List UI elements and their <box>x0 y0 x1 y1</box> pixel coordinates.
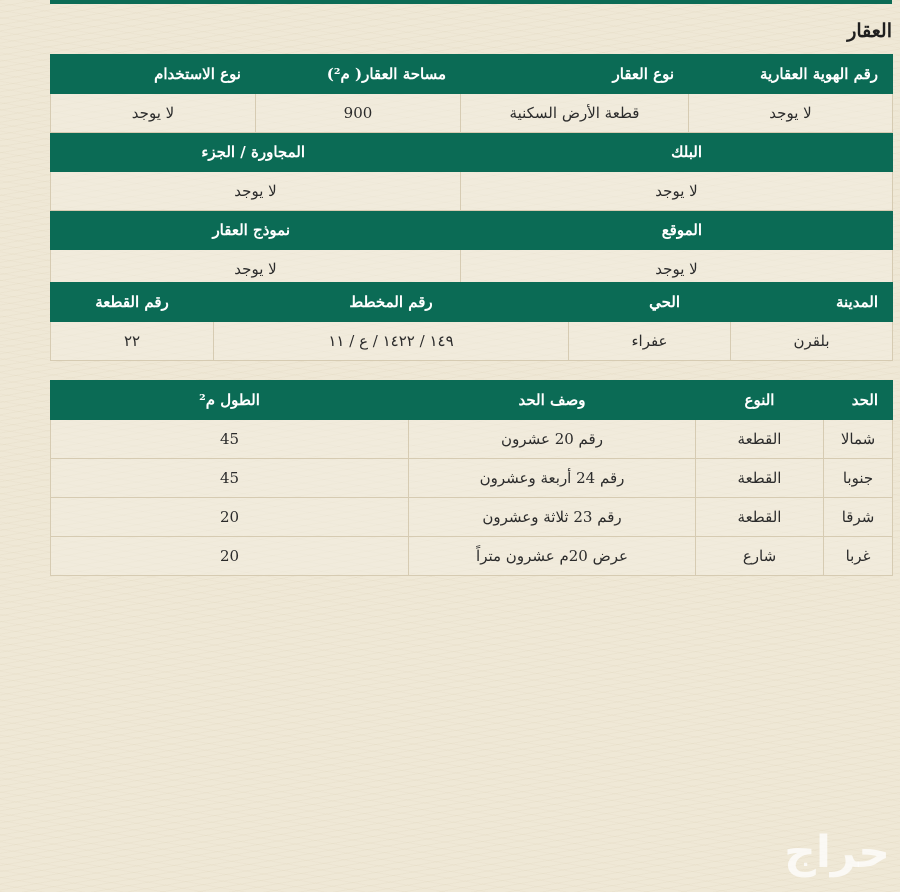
property-table <box>50 54 893 289</box>
value-location: لا يوجد <box>461 250 893 289</box>
value-property-model: لا يوجد <box>51 250 461 289</box>
property-header-row-2 <box>51 133 893 172</box>
bounds-table <box>50 380 893 576</box>
header-bound-length: الطول م² <box>51 381 409 420</box>
property-value-row-1 <box>51 94 893 133</box>
location-header-row <box>51 283 893 322</box>
bound-description: عرض 20م عشرون متراً <box>409 537 696 576</box>
header-bound: الحد <box>824 381 893 420</box>
watermark-logo: حراج <box>784 827 890 878</box>
header-city: المدينة <box>731 283 893 322</box>
bound-description: رقم 24 أربعة وعشرون <box>409 459 696 498</box>
bound-length: 45 <box>51 420 409 459</box>
bound-length: 45 <box>51 459 409 498</box>
value-usage-type: لا يوجد <box>51 94 256 133</box>
header-plan-number: رقم المخطط <box>214 283 569 322</box>
header-plot-number: رقم القطعة <box>51 283 214 322</box>
bound-direction: شرقا <box>824 498 893 537</box>
header-property-area: مساحة العقار( م²) <box>256 55 461 94</box>
value-plan-number: ١٤٩ / ١٤٢٢ / ع / ١١ <box>214 322 569 361</box>
header-district: الحي <box>569 283 731 322</box>
top-bar <box>50 0 892 4</box>
bound-direction: شمالا <box>824 420 893 459</box>
header-property-model: نموذج العقار <box>51 211 461 250</box>
header-bound-description: وصف الحد <box>409 381 696 420</box>
property-value-row-2 <box>51 172 893 211</box>
bound-type: القطعة <box>696 498 824 537</box>
header-usage-type: نوع الاستخدام <box>51 55 256 94</box>
header-property-type: نوع العقار <box>461 55 689 94</box>
location-table <box>50 282 893 361</box>
bound-type: شارع <box>696 537 824 576</box>
property-header-row-3 <box>51 211 893 250</box>
table-row <box>51 498 893 537</box>
value-plot-number: ٢٢ <box>51 322 214 361</box>
value-block: لا يوجد <box>461 172 893 211</box>
value-neighborhood-part: لا يوجد <box>51 172 461 211</box>
bounds-header-row <box>51 381 893 420</box>
value-district: عفراء <box>569 322 731 361</box>
value-property-id: لا يوجد <box>689 94 893 133</box>
location-value-row <box>51 322 893 361</box>
value-property-type: قطعة الأرض السكنية <box>461 94 689 133</box>
value-city: بلقرن <box>731 322 893 361</box>
table-row <box>51 537 893 576</box>
bound-length: 20 <box>51 498 409 537</box>
bound-direction: غربا <box>824 537 893 576</box>
header-block: البلك <box>461 133 893 172</box>
value-property-area: 900 <box>256 94 461 133</box>
header-bound-type: النوع <box>696 381 824 420</box>
table-row <box>51 459 893 498</box>
bound-type: القطعة <box>696 459 824 498</box>
bound-direction: جنوبا <box>824 459 893 498</box>
bound-description: رقم 20 عشرون <box>409 420 696 459</box>
table-row <box>51 420 893 459</box>
section-title: العقار <box>847 20 892 42</box>
property-header-row-1 <box>51 55 893 94</box>
header-property-id: رقم الهوية العقارية <box>689 55 893 94</box>
bound-length: 20 <box>51 537 409 576</box>
header-location: الموقع <box>461 211 893 250</box>
bound-description: رقم 23 ثلاثة وعشرون <box>409 498 696 537</box>
bound-type: القطعة <box>696 420 824 459</box>
header-neighborhood-part: المجاورة / الجزء <box>51 133 461 172</box>
